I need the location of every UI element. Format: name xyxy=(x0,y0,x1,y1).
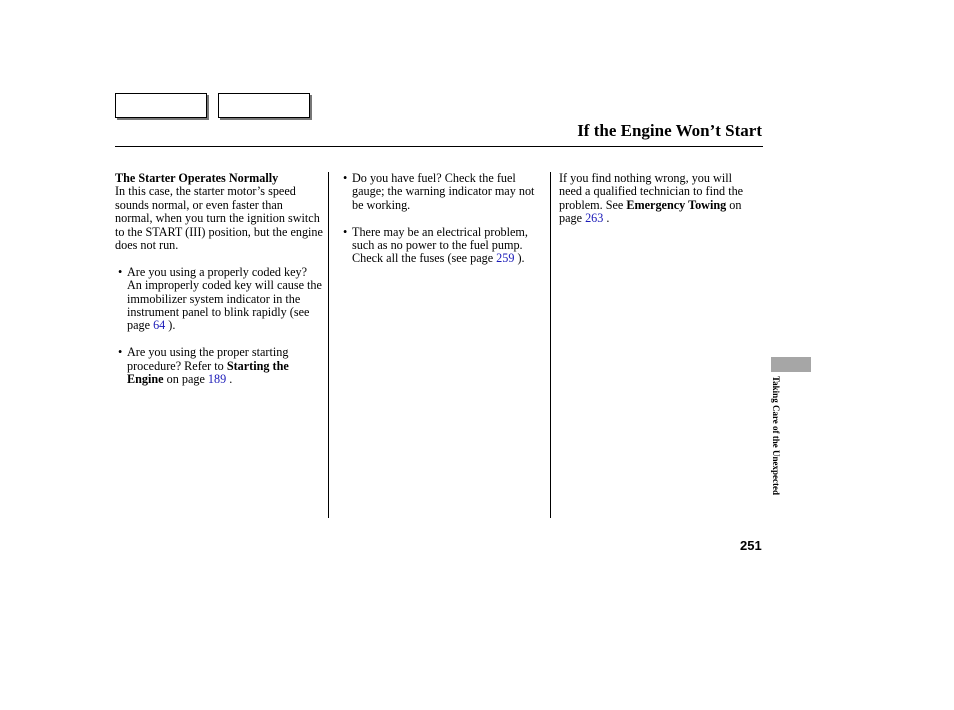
list-item: • Do you have fuel? Check the fuel gauge; the warning indicator may not be working. xyxy=(343,171,535,212)
page-link-259[interactable]: 259 xyxy=(496,251,515,266)
page-title: If the Engine Won’t Start xyxy=(577,121,762,140)
nav-button-previous[interactable] xyxy=(115,93,207,118)
list-item: • There may be an electrical problem, such as no power to the fuel pump. Check all the fuses (see page 259 ). xyxy=(343,224,528,266)
list-item: • Are you using the proper starting procedure? Refer to Starting the Engine on page 189 . xyxy=(118,345,289,387)
page-link-263[interactable]: 263 xyxy=(585,211,604,226)
page-number: 251 xyxy=(740,538,762,553)
column-divider xyxy=(550,172,551,518)
column-1 xyxy=(115,172,323,386)
column-divider xyxy=(328,172,329,518)
header-rule xyxy=(115,146,763,147)
list-item: • Are you using a properly coded key? An improperly coded key will cause the immobilizer system indicator in the instrument panel to blink rapidly (see page 64 ). xyxy=(118,264,322,333)
paragraph: If you find nothing wrong, you will need a qualified technician to find the problem. See Emergency Towing on page 263 . xyxy=(559,171,744,226)
nav-button-next[interactable] xyxy=(218,93,310,118)
page-link-189[interactable]: 189 xyxy=(207,372,227,387)
page-link-64[interactable]: 64 xyxy=(153,318,166,333)
section-label: Taking Care of the Unexpected xyxy=(771,376,781,495)
intro-paragraph: In this case, the starter motor’s speed sounds normal, or even faster than normal, when you turn the ignition switch to the START (III) position, but the engine does not run. xyxy=(115,184,323,253)
section-heading: The Starter Operates Normally xyxy=(115,171,279,185)
column-2 xyxy=(340,172,540,266)
section-tab xyxy=(771,357,811,372)
column-3 xyxy=(559,172,755,226)
